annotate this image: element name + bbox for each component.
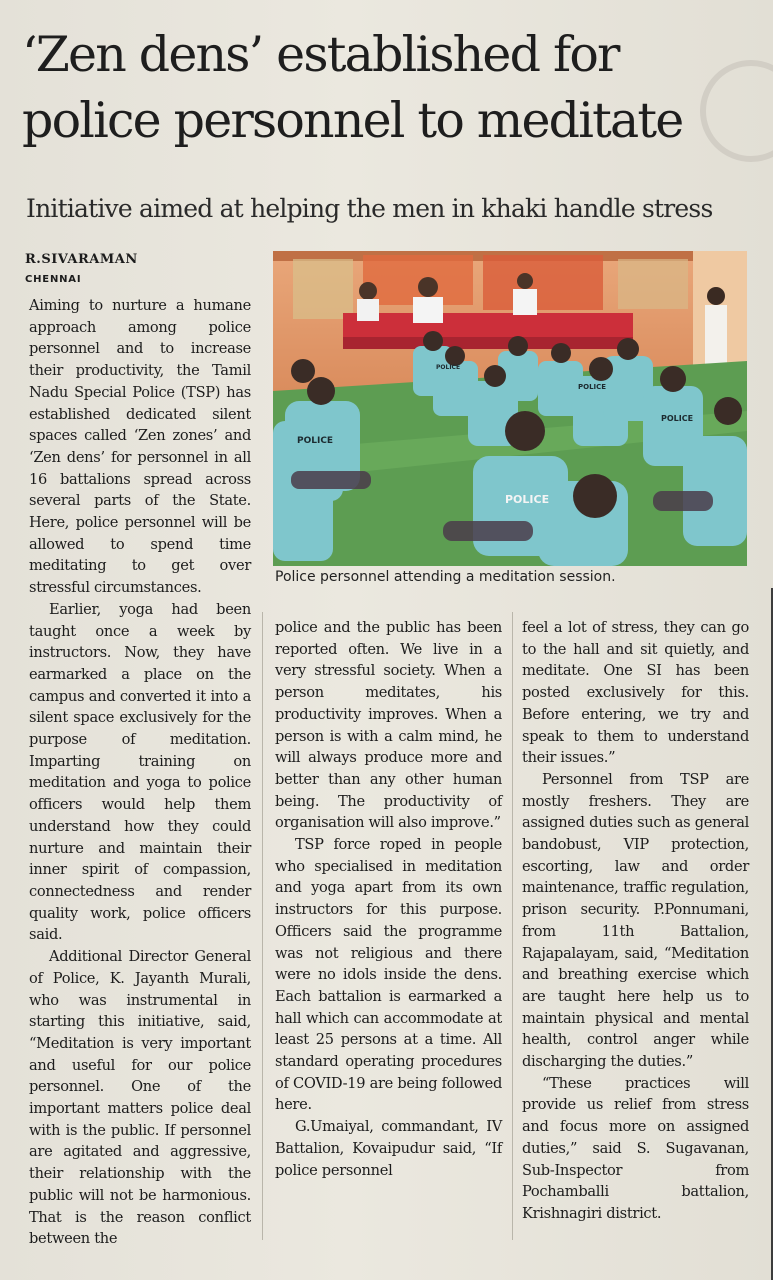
paragraph: TSP force roped in people who specialised in meditation and yoga apart from its own instructors for this purpose. Officers said the programme was not religious and there were no idols inside the dens. Each battalion is earmarked a hall which can accommodate at least 25 persons at a time. All standard operating procedures of COVID-19 are being followed here. [275, 836, 502, 1114]
headline [22, 22, 762, 154]
paragraph: Earlier, yoga had been taught once a week by instructors. Now, they have earmarked a place on the campus and converted it into a silent space exclusively for the purpose of meditation. Imparting training on meditation and yoga to police officers would help them understand how they could nurture and maintain their inner spirit of compassion, connectedness and render quality work, police officers said. [29, 600, 251, 944]
paragraph: “These practices will provide us relief from stress and focus more on assigned duties,” said S. Sugavanan, Sub-Inspector from Pochamballi battalion, Krishnagiri district. [522, 1074, 749, 1222]
photo-caption: Police personnel attending a meditation session. [275, 569, 616, 585]
paragraph: feel a lot of stress, they can go to the hall and sit quietly, and meditate. One SI has been posted exclusively for this. Before entering, we try and speak to them to understand their issues.” [522, 619, 749, 767]
column-3 [522, 617, 749, 1225]
headline-line-1: ‘Zen dens’ established for [22, 26, 619, 83]
column-divider [512, 612, 513, 1240]
vest-label-5: POLICE [436, 364, 461, 371]
byline: R.SIVARAMAN [25, 252, 138, 267]
vest-label-4: POLICE [578, 383, 607, 391]
article-photo [273, 251, 747, 566]
column-divider [262, 612, 263, 1240]
meditation-session-photo [273, 251, 747, 566]
paragraph: Additional Director General of Police, K. Jayanth Murali, who was instrumental in starting this initiative, said, “Meditation is very important and useful for our police personnel. One of the important matters police deal with is the public. If personnel are agitated and aggressive, their relationship with the public will not be harmonious. That is the reason conflict between the [29, 948, 251, 1248]
subheadline: Initiative aimed at helping the men in khaki handle stress [26, 194, 713, 223]
column-2 [275, 617, 502, 1181]
paragraph: Aiming to nurture a humane approach among police personnel and to increase their productivity, the Tamil Nadu Special Police (TSP) has established dedicated silent spaces called ‘Zen zones’ and ‘Zen dens’ for personnel in all 16 battalions spread across several parts of the State. Here, police personnel will be allowed to spend time meditating to get over stressful circumstances. [29, 297, 251, 597]
vest-label-2: POLICE [505, 493, 550, 506]
paragraph: police and the public has been reported often. We live in a very stressful society. When a person meditates, his productivity improves. When a person is with a calm mind, he will always produce more and better than any other human being. The productivity of organisation will also improve.” [275, 619, 502, 832]
vest-label-3: POLICE [661, 414, 694, 423]
vest-label-1: POLICE [297, 436, 334, 446]
headline-line-2: police personnel to meditate [22, 92, 683, 149]
paragraph: Personnel from TSP are mostly freshers. They are assigned duties such as general bandobust, VIP protection, escorting, law and order maintenance, traffic regulation, prison security. P.Ponnumani, from 11th Battalion, Rajapalayam, said, “Meditation and breathing exercise which are taught here help us to maintain physical and mental health, control anger while discharging the duties.” [522, 770, 749, 1071]
paragraph: G.Umaiyal, commandant, IV Battalion, Kovaipudur said, “If police personnel [275, 1118, 502, 1179]
column-1 [29, 295, 251, 1250]
dateline: CHENNAI [25, 274, 82, 285]
